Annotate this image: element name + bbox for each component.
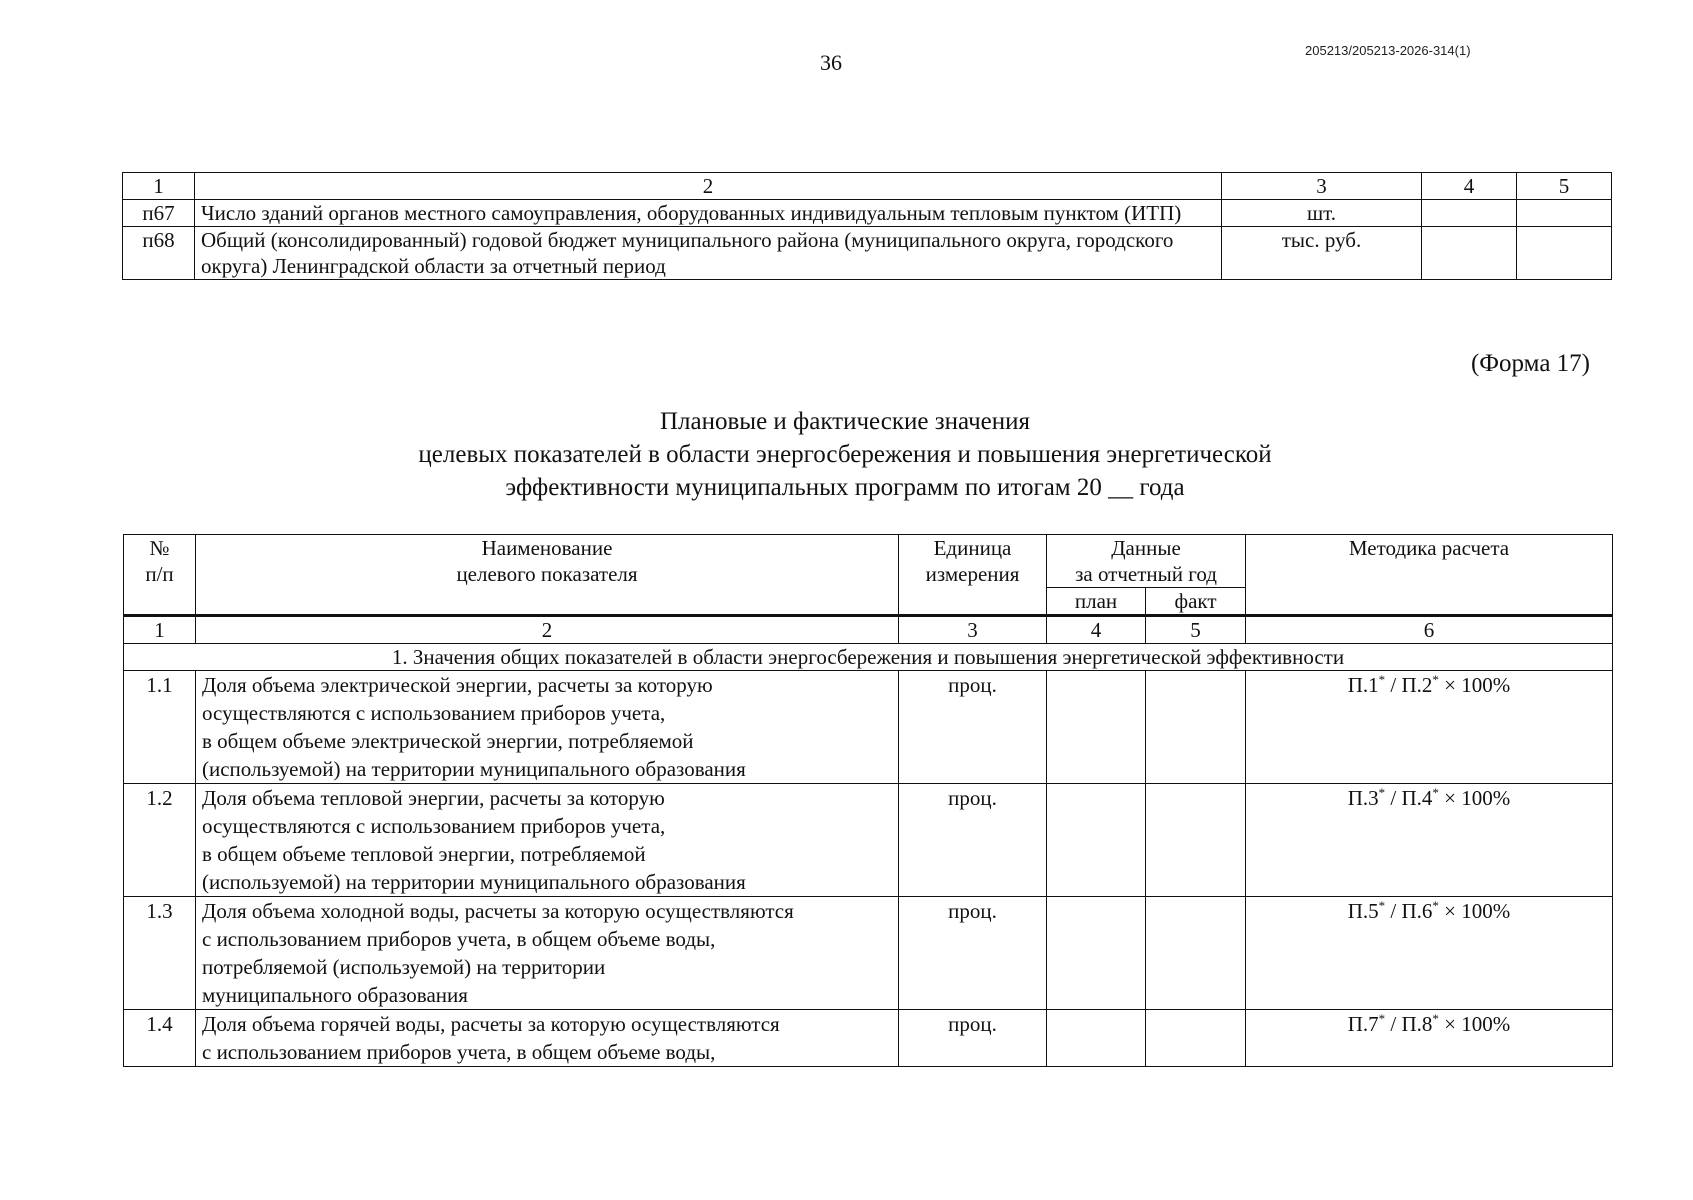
- header-text: №: [149, 536, 170, 560]
- header-name: [196, 535, 899, 616]
- row-value: [1422, 227, 1517, 280]
- row-name-line: осуществляются с использованием приборов учета,: [202, 701, 666, 725]
- header-data: [1047, 535, 1246, 588]
- table-row: [124, 671, 1613, 784]
- row-unit: проц.: [899, 671, 1047, 784]
- formula-term: П.4: [1401, 786, 1433, 810]
- formula-term: П.1: [1347, 673, 1379, 697]
- row-value: [1422, 200, 1517, 227]
- section-row: [124, 644, 1613, 671]
- header-fact: факт: [1146, 588, 1246, 616]
- row-number: 1.1: [124, 671, 196, 784]
- row-name-line: Доля объема тепловой энергии, расчеты за которую: [202, 786, 665, 810]
- col-number: 6: [1246, 616, 1613, 644]
- row-id: п68: [123, 227, 195, 280]
- row-value: [1517, 227, 1612, 280]
- row-name-line: с использованием приборов учета, в общем объеме воды,: [202, 927, 716, 951]
- col-number: 5: [1517, 173, 1612, 200]
- row-number: 1.2: [124, 784, 196, 897]
- table-row: [124, 1010, 1613, 1067]
- header-text: за отчетный год: [1075, 562, 1217, 586]
- header-text: измерения: [925, 562, 1020, 586]
- row-plan: [1047, 671, 1146, 784]
- row-name-line: с использованием приборов учета, в общем объеме воды,: [202, 1040, 716, 1064]
- row-name: [196, 784, 899, 897]
- row-name: [196, 897, 899, 1010]
- table-row: [123, 227, 1612, 280]
- col-number: 3: [1222, 173, 1422, 200]
- col-number: 2: [195, 173, 1222, 200]
- col-number: 2: [196, 616, 899, 644]
- col-number: 3: [899, 616, 1047, 644]
- row-name: Число зданий органов местного самоуправления, оборудованных индивидуальным тепловым пунктом (ИТП): [195, 200, 1222, 227]
- section-title: 1. Значения общих показателей в области энергосбережения и повышения энергетической эффективности: [124, 644, 1613, 671]
- row-plan: [1047, 1010, 1146, 1067]
- row-fact: [1146, 671, 1246, 784]
- row-name: [196, 1010, 899, 1067]
- formula-tail: × 100%: [1444, 786, 1511, 810]
- form-label: (Форма 17): [1470, 350, 1590, 377]
- header-unit: [899, 535, 1047, 616]
- table-row: [123, 200, 1612, 227]
- row-fact: [1146, 784, 1246, 897]
- col-number: 4: [1422, 173, 1517, 200]
- header-row: [124, 535, 1613, 588]
- row-plan: [1047, 784, 1146, 897]
- row-name: Общий (консолидированный) годовой бюджет муниципального района (муниципального округа, городского округа) Ленинградской области за отчетный период: [195, 227, 1222, 280]
- row-name-line: Доля объема горячей воды, расчеты за которую осуществляются: [202, 1012, 780, 1036]
- row-fact: [1146, 1010, 1246, 1067]
- row-name-line: в общем объеме электрической энергии, потребляемой: [202, 729, 694, 753]
- row-formula: П.7* / П.8* × 100%: [1246, 1010, 1613, 1067]
- row-formula: П.3* / П.4* × 100%: [1246, 784, 1613, 897]
- header-text: Единица: [933, 536, 1012, 560]
- formula-term: П.5: [1347, 899, 1379, 923]
- row-unit: шт.: [1222, 200, 1422, 227]
- row-formula: П.1* / П.2* × 100%: [1246, 671, 1613, 784]
- column-number-row: [123, 173, 1612, 200]
- header-method: Методика расчета: [1246, 535, 1613, 616]
- formula-term: П.3: [1347, 786, 1379, 810]
- title-line: эффективности муниципальных программ по итогам 20 __ года: [505, 474, 1185, 501]
- row-plan: [1047, 897, 1146, 1010]
- row-value: [1517, 200, 1612, 227]
- row-id: п67: [123, 200, 195, 227]
- column-number-row: [124, 616, 1613, 644]
- row-name-line: (используемой) на территории муниципального образования: [202, 870, 746, 894]
- row-name-line: в общем объеме тепловой энергии, потребляемой: [202, 842, 646, 866]
- col-number: 1: [124, 616, 196, 644]
- formula-tail: × 100%: [1444, 1012, 1511, 1036]
- row-name-line: Доля объема холодной воды, расчеты за которую осуществляются: [202, 899, 794, 923]
- continuation-table: [122, 172, 1612, 280]
- row-formula: П.5* / П.6* × 100%: [1246, 897, 1613, 1010]
- row-name-line: муниципального образования: [202, 983, 468, 1007]
- row-unit: проц.: [899, 897, 1047, 1010]
- row-unit: тыс. руб.: [1222, 227, 1422, 280]
- row-name-line: (используемой) на территории муниципального образования: [202, 757, 746, 781]
- header-text: Наименование: [481, 536, 613, 560]
- formula-term: П.6: [1401, 899, 1433, 923]
- title-line: целевых показателей в области энергосбережения и повышения энергетической: [418, 441, 1272, 468]
- header-text: целевого показателя: [456, 562, 638, 586]
- header-text: Данные: [1111, 536, 1181, 560]
- table-row: [124, 784, 1613, 897]
- formula-term: П.7: [1347, 1012, 1379, 1036]
- formula-term: П.8: [1401, 1012, 1433, 1036]
- col-number: 5: [1146, 616, 1246, 644]
- table-row: [124, 897, 1613, 1010]
- header-text: п/п: [145, 562, 174, 586]
- row-unit: проц.: [899, 1010, 1047, 1067]
- page-number: 36: [820, 50, 842, 75]
- row-number: 1.3: [124, 897, 196, 1010]
- indicators-body: [124, 671, 1613, 1067]
- row-fact: [1146, 897, 1246, 1010]
- row-unit: проц.: [899, 784, 1047, 897]
- title-line: Плановые и фактические значения: [659, 408, 1031, 435]
- formula-tail: × 100%: [1444, 899, 1511, 923]
- header-num: [124, 535, 196, 616]
- formula-tail: × 100%: [1444, 673, 1511, 697]
- document-code: 205213/205213-2026-314(1): [1305, 43, 1471, 58]
- formula-term: П.2: [1401, 673, 1433, 697]
- row-name-line: Доля объема электрической энергии, расчеты за которую: [202, 673, 713, 697]
- col-number: 4: [1047, 616, 1146, 644]
- col-number: 1: [123, 173, 195, 200]
- row-name-line: осуществляются с использованием приборов учета,: [202, 814, 666, 838]
- document-title: [300, 405, 1390, 504]
- row-name: [196, 671, 899, 784]
- row-number: 1.4: [124, 1010, 196, 1067]
- header-plan: план: [1047, 588, 1146, 616]
- row-name-line: потребляемой (используемой) на территории: [202, 955, 606, 979]
- indicators-table: [123, 534, 1613, 1067]
